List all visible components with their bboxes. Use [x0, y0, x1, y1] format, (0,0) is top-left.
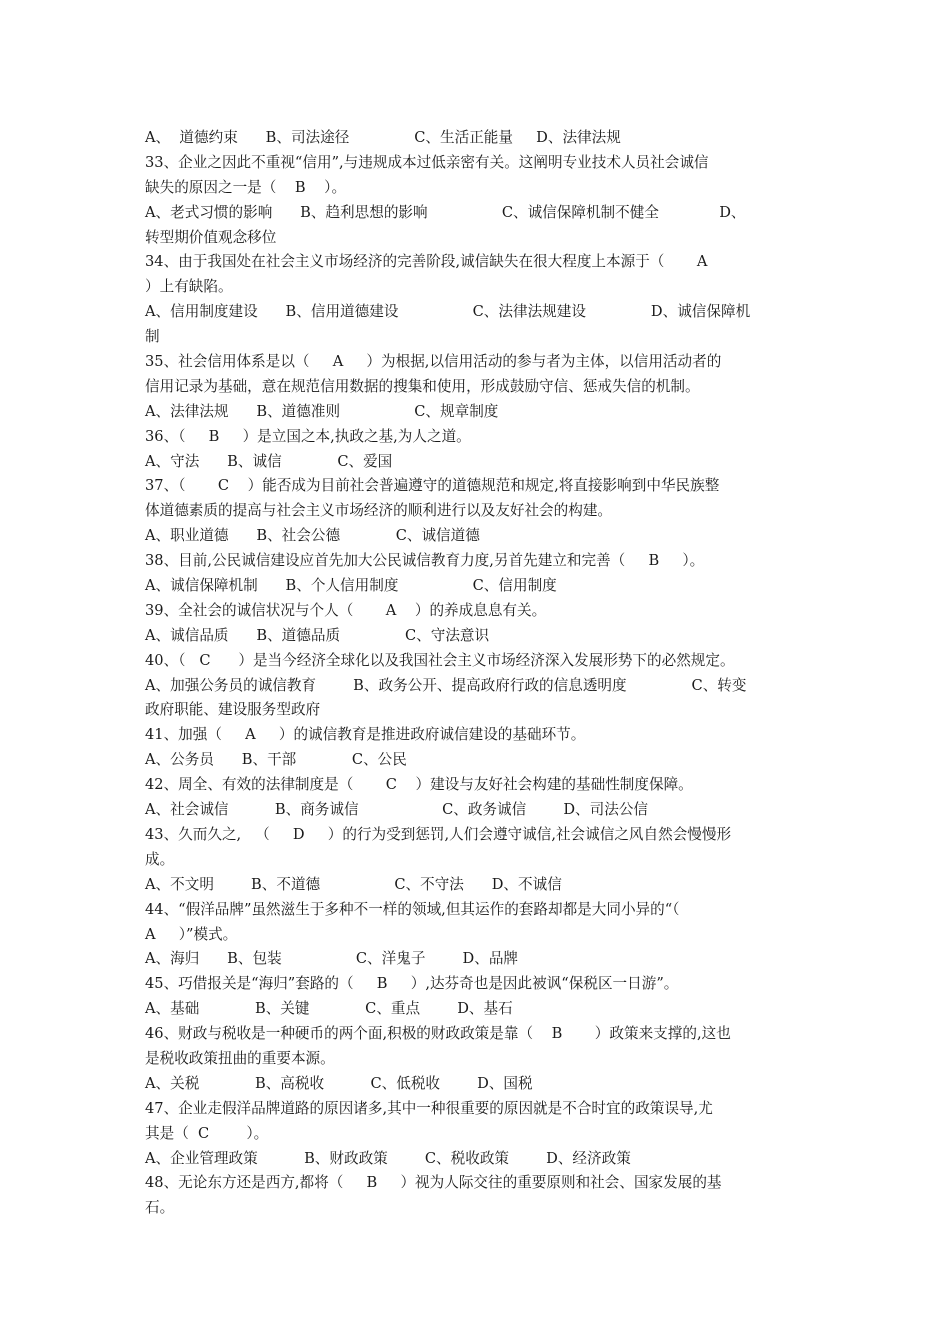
- text-line: A、信用制度建设 B、信用道德建设 C、法律法规建设 D、诚信保障机: [145, 303, 751, 321]
- text-line: A、诚信品质 B、道德品质 C、守法意识: [145, 626, 490, 644]
- text-line: 40、（ C ）是当今经济全球化以及我国社会主义市场经济深入发展形势下的必然规定。: [145, 651, 735, 669]
- text-line: 35、社会信用体系是以（ A ）为根据,以信用活动的参与者为主体，以信用活动者的: [145, 353, 722, 371]
- text-line: 41、加强（ A ）的诚信教育是推进政府诚信建设的基础环节。: [145, 726, 586, 744]
- text-line: 42、周全、有效的法律制度是（ C ）建设与友好社会构建的基础性制度保障。: [145, 776, 693, 794]
- text-line: A、企业管理政策 B、财政政策 C、税收政策 D、经济政策: [145, 1149, 631, 1167]
- text-line: A、关税 B、高税收 C、低税收 D、国税: [145, 1074, 533, 1092]
- text-line: ）上有缺陷。: [145, 278, 233, 296]
- text-line: 44、“假洋品牌”虽然滋生于多种不一样的领域,但其运作的套路却都是大同小异的“（: [145, 900, 680, 918]
- text-line: 36、（ B ）是立国之本,执政之基,为人之道。: [145, 427, 471, 445]
- text-line: A、法律法规 B、道德准则 C、规章制度: [145, 402, 499, 420]
- text-line: 39、全社会的诚信状况与个人（ A ）的养成息息有关。: [145, 601, 547, 619]
- text-line: 是税收政策扭曲的重要本源。: [145, 1049, 335, 1067]
- text-line: 38、目前,公民诚信建设应首先加大公民诚信教育力度,另首先建立和完善（ B ）。: [145, 552, 705, 570]
- text-line: A、守法 B、诚信 C、爱国: [145, 452, 393, 470]
- text-line: A、海归 B、包装 C、洋鬼子 D、品牌: [145, 950, 519, 968]
- text-line: 46、财政与税收是一种硬币的两个面,积极的财政政策是靠（ B ）政策来支撑的,这也: [145, 1025, 731, 1043]
- text-line: 石。: [145, 1199, 175, 1217]
- text-line: 体道德素质的提高与社会主义市场经济的顺利进行以及友好社会的构建。: [145, 502, 613, 520]
- text-line: 政府职能、建设服务型政府: [145, 701, 321, 719]
- text-line: A、职业道德 B、社会公德 C、诚信道德: [145, 527, 480, 545]
- text-line: 33、企业之因此不重视“信用”,与违规成本过低亲密有关。这阐明专业技术人员社会诚信: [145, 153, 709, 171]
- text-line: 其是（ C ）。: [145, 1124, 269, 1142]
- text-line: A、加强公务员的诚信教育 B、政务公开、提高政府行政的信息透明度 C、转变: [145, 676, 747, 694]
- text-line: 43、久而久之, （ D ）的行为受到惩罚,人们会遵守诚信,社会诚信之风自然会慢慢形: [145, 825, 732, 843]
- text-line: 成。: [145, 850, 175, 868]
- text-line: 缺失的原因之一是（ B ）。: [145, 178, 347, 196]
- question-list: [145, 126, 825, 1221]
- text-line: 转型期价值观念移位: [145, 228, 277, 246]
- text-line: A、老式习惯的影响 B、趋利思想的影响 C、诚信保障机制不健全 D、: [145, 203, 746, 221]
- text-line: 信用记录为基础，意在规范信用数据的搜集和使用，形成鼓励守信、惩戒失信的机制。: [145, 377, 700, 395]
- text-line: A、诚信保障机制 B、个人信用制度 C、信用制度: [145, 577, 557, 595]
- text-line: A ）”模式。: [145, 925, 238, 943]
- text-line: A、 道德约束 B、司法途径 C、生活正能量 D、法律法规: [145, 129, 621, 146]
- text-line: A、不文明 B、不道德 C、不守法 D、不诚信: [145, 875, 562, 893]
- text-line: A、公务员 B、干部 C、公民: [145, 751, 407, 769]
- text-line: 34、由于我国处在社会主义市场经济的完善阶段,诚信缺失在很大程度上本源于（ A: [145, 253, 708, 271]
- text-line: A、社会诚信 B、商务诚信 C、政务诚信 D、司法公信: [145, 801, 649, 819]
- text-line: 37、（ C ）能否成为目前社会普遍遵守的道德规范和规定,将直接影响到中华民族整: [145, 477, 720, 495]
- text-line: 48、无论东方还是西方,都将（ B ）视为人际交往的重要原则和社会、国家发展的基: [145, 1174, 722, 1192]
- text-line: A、基础 B、关键 C、重点 D、基石: [145, 1000, 513, 1018]
- text-line: 47、企业走假洋品牌道路的原因诸多,其中一种很重要的原因就是不合时宜的政策误导,尤: [145, 1099, 713, 1117]
- text-line: 制: [145, 328, 160, 346]
- text-line: 45、巧借报关是“海归”套路的（ B ）,达芬奇也是因此被讽“保税区一日游”。: [145, 975, 679, 993]
